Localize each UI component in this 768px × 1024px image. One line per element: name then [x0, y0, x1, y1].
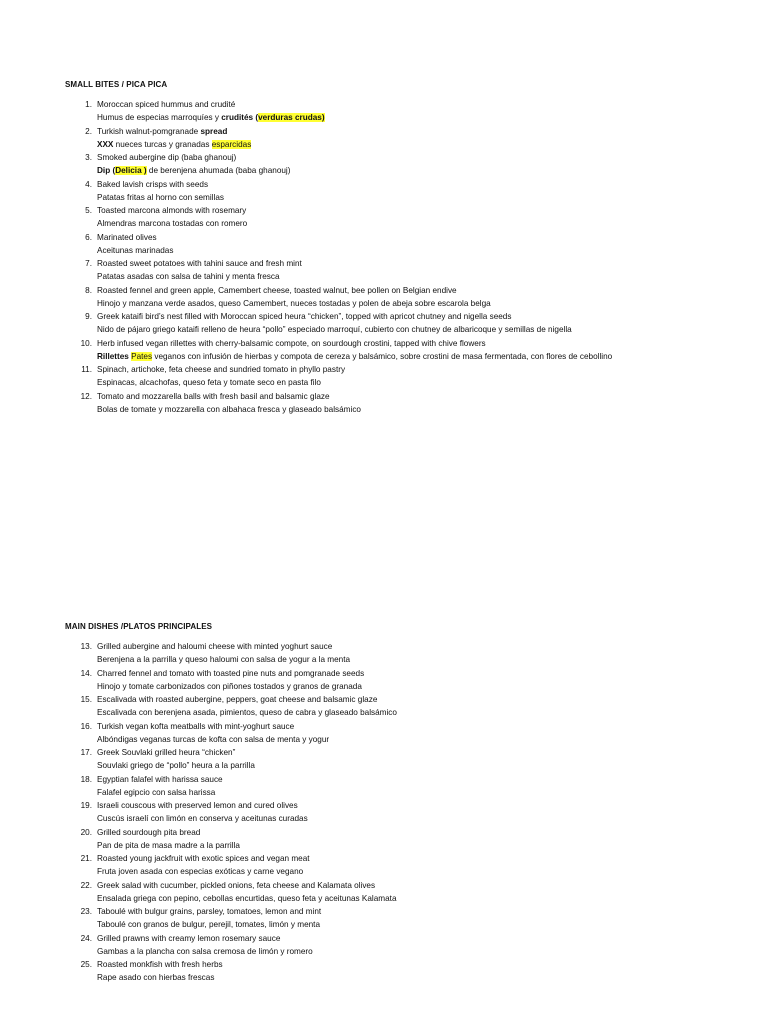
text-run: Turkish walnut-pomgranade: [97, 126, 201, 136]
item-english-text: [97, 337, 486, 350]
item-english-text: [97, 151, 236, 164]
menu-item: [0, 178, 768, 205]
highlighted-text: Delicia ): [115, 166, 147, 176]
item-english-text: [97, 720, 294, 733]
item-number: 18.: [80, 774, 92, 784]
text-run: Baked lavish crisps with seeds: [97, 179, 209, 189]
item-english-text: [97, 746, 235, 759]
item-number: 13.: [80, 642, 92, 651]
menu-item: [0, 125, 768, 152]
text-run: Escalivada con berenjena asada, pimientos, queso de cabra y glaseado balsámico: [97, 708, 397, 718]
menu-item: [0, 257, 768, 284]
text-run: Berenjena a la parrilla y queso haloumi con salsa de yogur a la menta: [97, 655, 351, 665]
menu-item: [0, 799, 768, 826]
text-run: Bolas de tomate y mozzarella con albahaca fresca y glaseado balsámico: [97, 404, 361, 414]
menu-list: [0, 98, 768, 416]
item-number: 23.: [80, 907, 92, 916]
text-run: Grilled prawns with creamy lemon rosemary sauce: [97, 933, 281, 943]
item-number: 1.: [85, 100, 92, 109]
item-spanish-text: [97, 191, 224, 204]
text-run: Israeli couscous with preserved lemon and cured olives: [97, 801, 298, 810]
menu-item: [0, 231, 768, 258]
item-english-text: [97, 310, 511, 323]
item-english-text: [97, 125, 227, 138]
highlighted-text: verduras crudas): [258, 113, 325, 123]
item-spanish-text: [97, 733, 329, 746]
text-run: Grilled aubergine and haloumi cheese with minted yoghurt sauce: [97, 642, 333, 651]
item-number: 15.: [80, 695, 92, 704]
text-run: Egyptian falafel with harissa sauce: [97, 774, 223, 784]
text-run: Almendras marcona tostadas con romero: [97, 219, 248, 229]
menu-item: [0, 852, 768, 879]
menu-item: [0, 667, 768, 694]
text-run: Smoked aubergine dip (baba ghanouj): [97, 153, 237, 162]
text-run: Roasted monkfish with fresh herbs: [97, 960, 223, 969]
item-spanish-text: [97, 786, 215, 799]
highlighted-text: Pates: [131, 351, 153, 361]
text-run: Turkish vegan kofta meatballs with mint-yoghurt sauce: [97, 721, 295, 731]
menu-item: [0, 932, 768, 959]
menu-item: [0, 720, 768, 747]
item-english-text: [97, 879, 375, 892]
item-spanish-text: [97, 706, 397, 719]
item-number: 10.: [80, 338, 92, 348]
item-spanish-text: [97, 297, 491, 310]
text-run: Roasted sweet potatoes with tahini sauce and fresh mint: [97, 259, 302, 268]
item-spanish-text: [97, 918, 320, 931]
text-run: nueces turcas y granadas: [113, 139, 212, 149]
text-run: Rillettes: [97, 351, 129, 361]
item-spanish-text: [97, 945, 313, 958]
item-spanish-text: [97, 892, 397, 905]
menu-item: [0, 905, 768, 932]
text-run: XXX: [97, 139, 114, 149]
item-spanish-text: [97, 164, 290, 177]
text-run: Rape asado con hierbas frescas: [97, 973, 215, 983]
item-english-text: [97, 667, 364, 680]
item-number: 21.: [80, 854, 92, 863]
item-spanish-text: [97, 350, 612, 363]
item-number: 25.: [80, 960, 92, 969]
item-english-text: [97, 932, 280, 945]
item-number: 24.: [80, 933, 92, 943]
text-run: Taboulé with bulgur grains, parsley, tomatoes, lemon and mint: [97, 907, 322, 916]
text-run: Fruta joven asada con especias exóticas y carne vegano: [97, 867, 304, 877]
item-number: 2.: [85, 126, 92, 136]
item-number: 5.: [85, 206, 92, 215]
text-run: Grilled sourdough pita bread: [97, 827, 201, 837]
text-run: Escalivada with roasted aubergine, peppers, goat cheese and balsamic glaze: [97, 695, 378, 704]
item-number: 11.: [81, 365, 92, 374]
item-spanish-text: [97, 217, 247, 230]
text-run: Charred fennel and tomato with toasted pine nuts and pomgranade seeds: [97, 668, 365, 678]
menu-item: [0, 826, 768, 853]
text-run: Toasted marcona almonds with rosemary: [97, 206, 247, 215]
item-number: 3.: [85, 153, 92, 162]
item-english-text: [97, 98, 235, 111]
item-spanish-text: [97, 971, 214, 984]
item-english-text: [97, 284, 457, 297]
item-spanish-text: [97, 403, 361, 416]
text-run: Aceitunas marinadas: [97, 245, 174, 255]
item-english-text: [97, 204, 246, 217]
menu-item: [0, 151, 768, 178]
text-run: Hinojo y manzana verde asados, queso Camembert, nueces tostadas y polen de abeja sobre escarola belga: [97, 298, 491, 308]
item-spanish-text: [97, 865, 303, 878]
text-run: crudités: [221, 113, 254, 123]
text-run: de berenjena ahumada (baba ghanouj): [146, 166, 291, 176]
text-run: Nido de pájaro griego kataifi relleno de heura “pollo” especiado marroquí, cubierto con chutney de albaricoque y semillas de nigella: [97, 325, 572, 335]
text-run: Falafel egipcio con salsa harissa: [97, 787, 216, 797]
text-run: Spinach, artichoke, feta cheese and sundried tomato in phyllo pastry: [97, 365, 346, 374]
item-number: 17.: [80, 748, 92, 757]
item-number: 19.: [80, 801, 92, 810]
item-number: 12.: [80, 391, 92, 401]
item-english-text: [97, 640, 332, 653]
item-spanish-text: [97, 759, 255, 772]
menu-item: [0, 390, 768, 417]
item-number: 9.: [85, 312, 92, 321]
text-run: Dip: [97, 166, 111, 176]
text-run: Patatas asadas con salsa de tahini y menta fresca: [97, 272, 280, 282]
text-run: veganos con infusión de hierbas y compota de cereza y balsámico, sobre crostini de masa fermentada, con flores de cebollino: [152, 351, 613, 361]
item-spanish-text: [97, 244, 173, 257]
text-run: spread: [200, 126, 228, 136]
text-run: Pan de pita de masa madre a la parrilla: [97, 840, 240, 850]
item-spanish-text: [97, 376, 321, 389]
section-title: MAIN DISHES /PLATOS PRINCIPALES: [65, 622, 213, 631]
menu-item: [0, 98, 768, 125]
item-number: 22.: [80, 880, 92, 890]
menu-item: [0, 310, 768, 337]
text-run: Roasted fennel and green apple, Camembert cheese, toasted walnut, bee pollen on Belgian endive: [97, 285, 457, 295]
item-spanish-text: [97, 680, 362, 693]
item-number: 8.: [85, 285, 92, 295]
item-english-text: [97, 852, 310, 865]
menu-list: [0, 640, 768, 985]
item-spanish-text: [97, 270, 280, 283]
text-run: Greek salad with cucumber, pickled onions, feta cheese and Kalamata olives: [97, 880, 376, 890]
text-run: Ensalada griega con pepino, cebollas encurtidas, queso feta y aceitunas Kalamata: [97, 893, 397, 903]
text-run: Souvlaki griego de “pollo” heura a la parrilla: [97, 761, 255, 771]
item-spanish-text: [97, 812, 308, 825]
item-spanish-text: [97, 138, 251, 151]
highlighted-text: esparcidas: [211, 139, 252, 149]
text-run: Albóndigas veganas turcas de kofta con salsa de menta y yogur: [97, 734, 330, 744]
item-english-text: [97, 958, 223, 971]
item-english-text: [97, 693, 377, 706]
item-english-text: [97, 905, 321, 918]
text-run: Taboulé con granos de bulgur, perejil, tomates, limón y menta: [97, 920, 321, 930]
text-run: Patatas fritas al horno con semillas: [97, 192, 224, 202]
item-spanish-text: [97, 323, 572, 336]
menu-item: [0, 204, 768, 231]
item-english-text: [97, 773, 223, 786]
item-spanish-text: [97, 653, 350, 666]
text-run: Moroccan spiced hummus and crudité: [97, 100, 236, 109]
item-spanish-text: [97, 111, 325, 124]
item-english-text: [97, 363, 345, 376]
menu-item: [0, 746, 768, 773]
text-run: Greek kataifi bird’s nest filled with Moroccan spiced heura “chicken”, topped with apricot chutney and nigella seeds: [97, 312, 512, 321]
item-english-text: [97, 826, 200, 839]
menu-item: [0, 284, 768, 311]
text-run: Tomato and mozzarella balls with fresh basil and balsamic glaze: [97, 391, 330, 401]
item-number: 16.: [80, 721, 92, 731]
menu-item: [0, 958, 768, 985]
menu-item: [0, 693, 768, 720]
text-run: Herb infused vegan rillettes with cherry-balsamic compote, on sourdough crostini, tapped with chive flowers: [97, 338, 486, 348]
menu-item: [0, 337, 768, 364]
item-number: 4.: [85, 179, 92, 189]
menu-item: [0, 773, 768, 800]
item-spanish-text: [97, 839, 240, 852]
text-run: Marinated olives: [97, 232, 157, 242]
item-number: 14.: [80, 668, 92, 678]
menu-item: [0, 640, 768, 667]
text-run: Humus de especias marroquíes y: [97, 113, 222, 123]
item-number: 6.: [85, 232, 92, 242]
menu-item: [0, 879, 768, 906]
text-run: Gambas a la plancha con salsa cremosa de limón y romero: [97, 946, 313, 956]
item-english-text: [97, 390, 330, 403]
item-english-text: [97, 178, 208, 191]
text-run: Hinojo y tomate carbonizados con piñones tostados y granos de granada: [97, 681, 362, 691]
menu-item: [0, 363, 768, 390]
section-title: SMALL BITES / PICA PICA: [65, 80, 168, 89]
item-number: 20.: [80, 827, 92, 837]
text-run: Espinacas, alcachofas, queso feta y tomate seco en pasta filo: [97, 378, 321, 388]
text-run: Greek Souvlaki grilled heura “chicken”: [97, 748, 236, 757]
text-run: Cuscús israelí con limón en conserva y aceitunas curadas: [97, 814, 308, 824]
item-number: 7.: [85, 259, 92, 268]
item-english-text: [97, 257, 302, 270]
item-english-text: [97, 231, 157, 244]
text-run: (: [253, 113, 259, 123]
text-run: Roasted young jackfruit with exotic spices and vegan meat: [97, 854, 310, 863]
item-english-text: [97, 799, 298, 812]
text-run: (: [110, 166, 116, 176]
